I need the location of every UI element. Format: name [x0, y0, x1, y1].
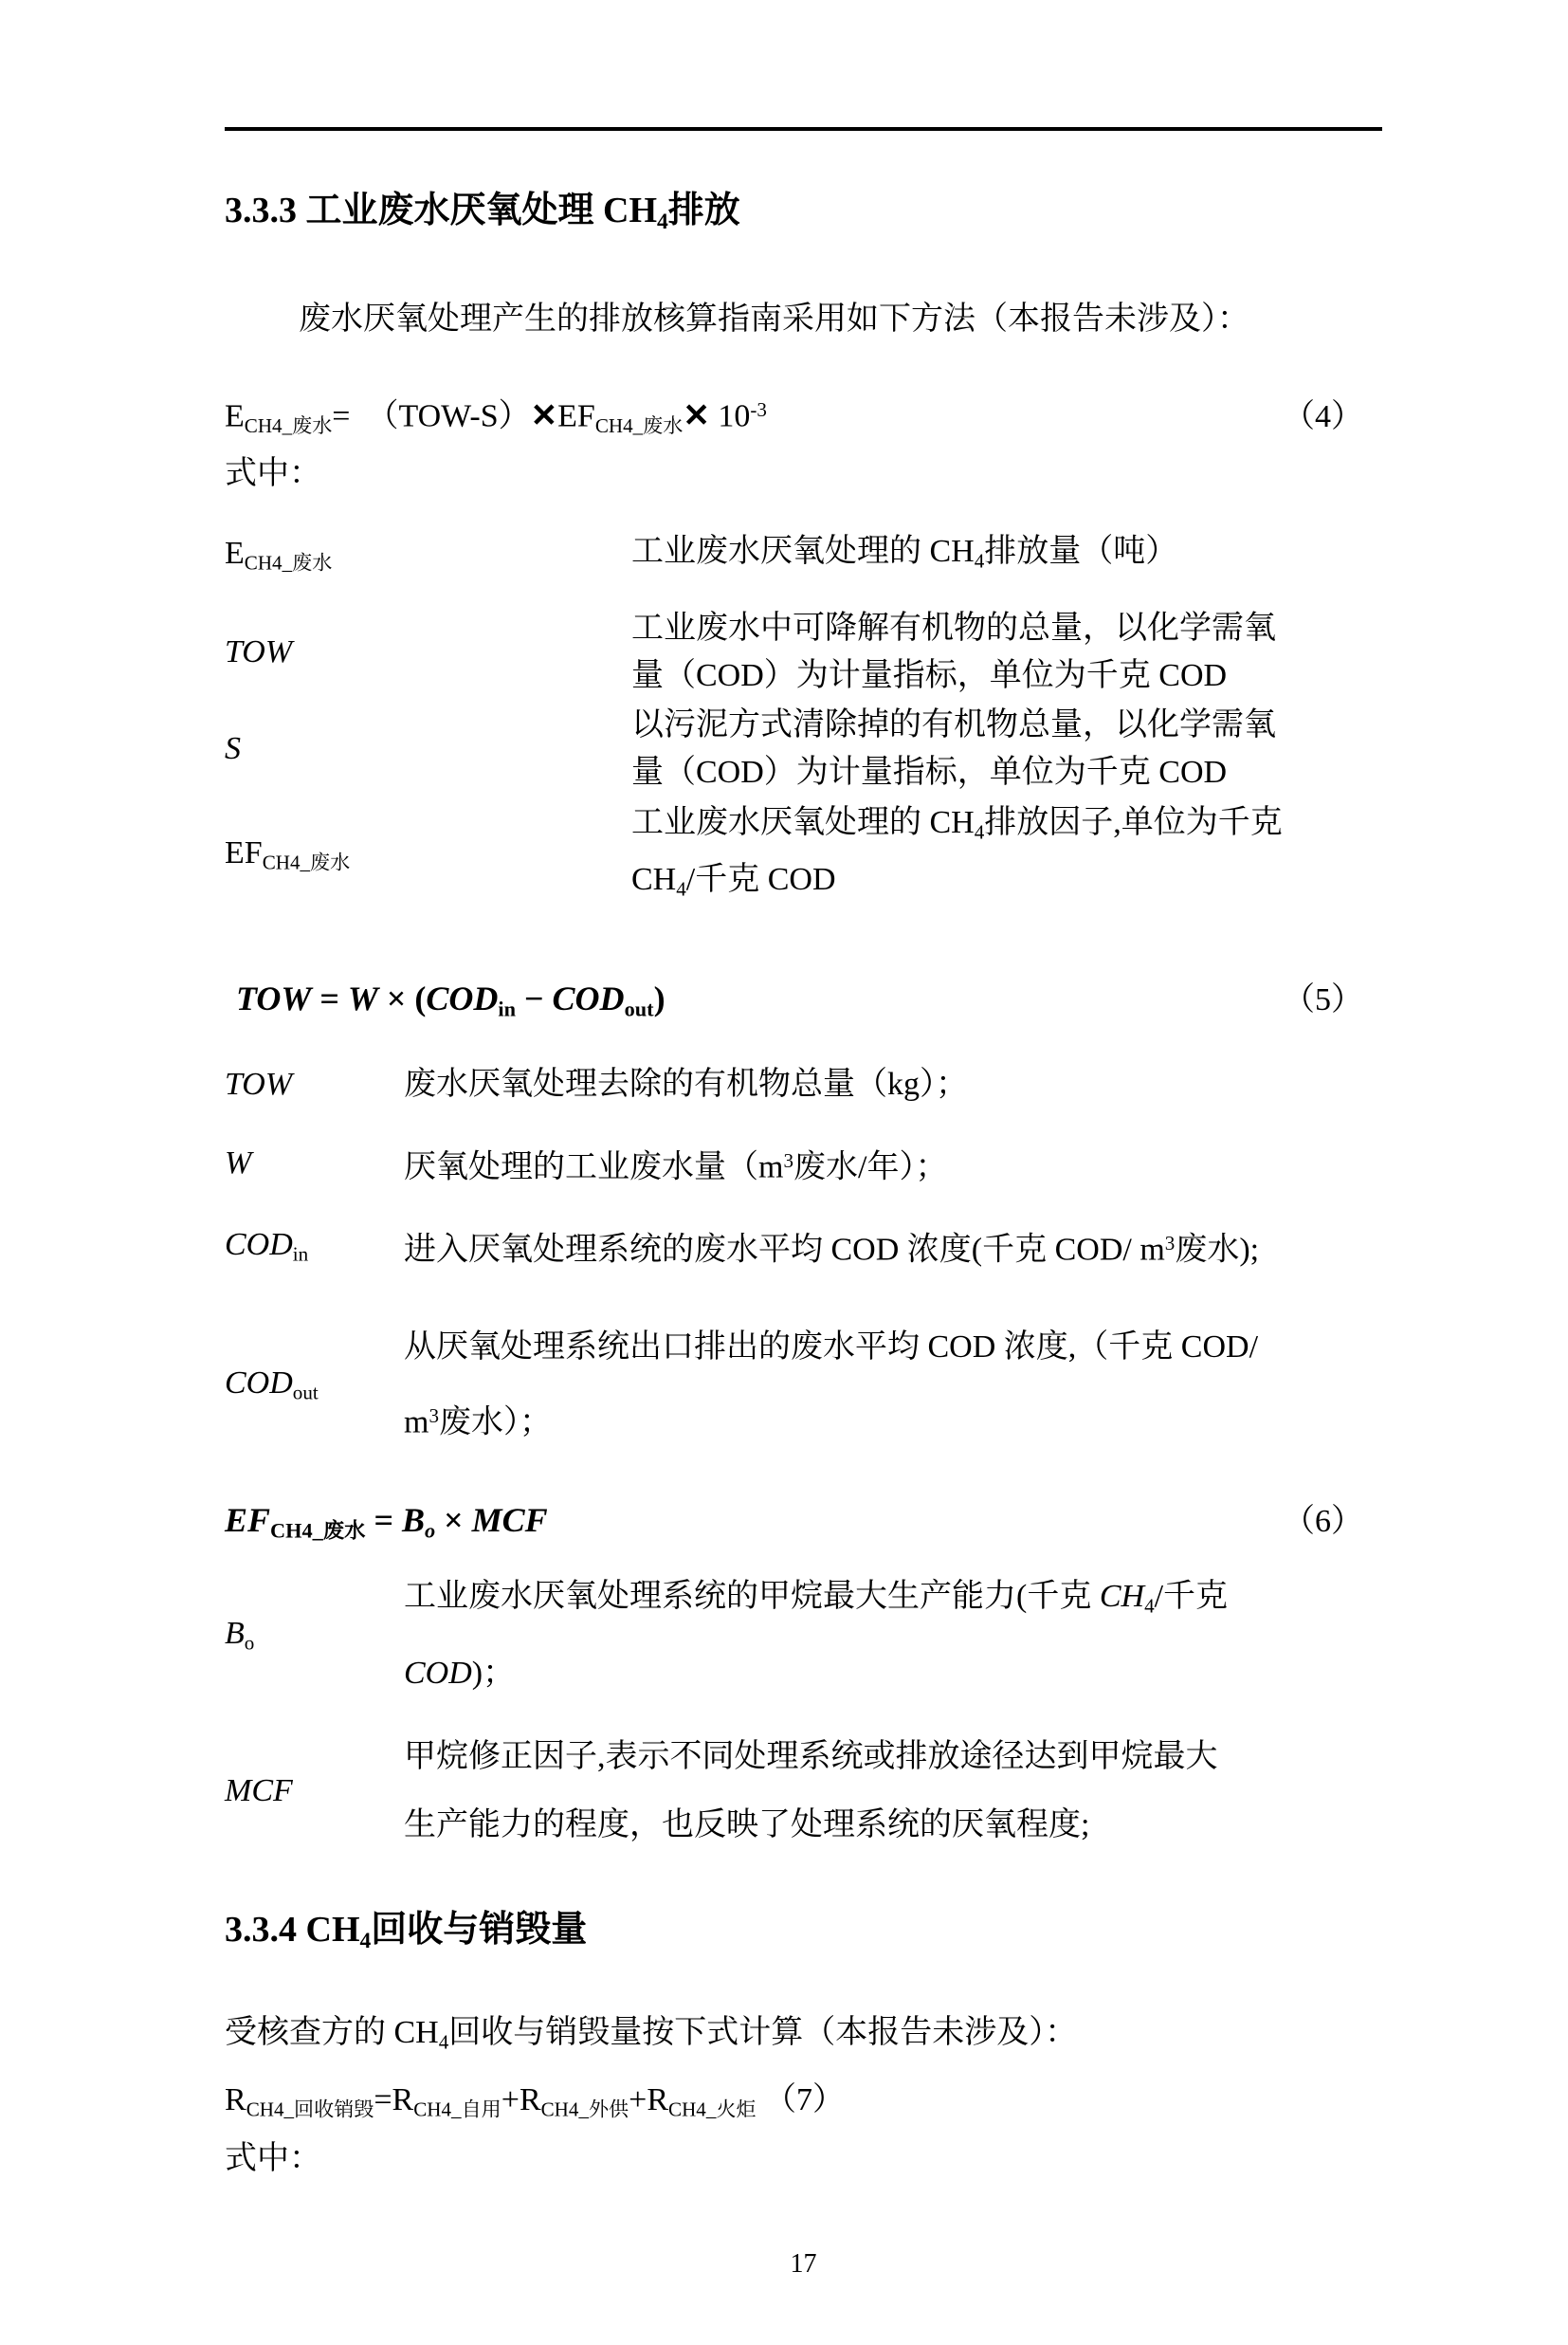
formula-6-row — [225, 1494, 1382, 1553]
formula-5-number: （5） — [1283, 981, 1363, 1017]
term-list-formula-5 — [225, 1051, 1382, 1457]
term-def-line: 工业废水厌氧处理的 CH4排放因子,单位为千克 — [631, 805, 1283, 844]
term-symbol: EFCH4_废水 — [225, 835, 351, 874]
term-symbol: TOW — [225, 1066, 293, 1102]
term-row — [225, 1051, 1382, 1119]
term-definition — [631, 799, 1283, 912]
term-row — [225, 528, 1382, 584]
term-def-line: 工业废水中可降解有机物的总量，以化学需氧 — [631, 611, 1276, 647]
term-def-line: CH4/千克 COD — [631, 861, 836, 900]
term-row — [225, 799, 1382, 912]
formula-4: ECH4_废水= （TOW-S）✕EFCH4_废水✕ $10^{-3}$ — [225, 398, 767, 437]
term-def-line: 生产能力的程度，也反映了处理系统的厌氧程度; — [404, 1807, 1090, 1843]
term-row — [225, 1723, 1382, 1860]
paragraph-recovery-intro: 受核查方的 CH4回收与销毁量按下式计算（本报告未涉及）： — [225, 2015, 1078, 2054]
term-symbol: ECH4_废水 — [225, 536, 333, 575]
term-symbol: W — [225, 1145, 252, 1182]
term-definition — [404, 1051, 968, 1119]
page-number: 17 — [790, 2248, 817, 2279]
term-definition — [631, 605, 1276, 700]
term-def-line: 厌氧处理的工业废水量（$m^3$废水/年）； — [404, 1148, 948, 1185]
term-row — [225, 1313, 1382, 1457]
term-symbol: S — [225, 731, 241, 767]
term-symbol: Bo — [225, 1615, 255, 1655]
section-heading-333: 3.3.3 工业废水厌氧处理 CH4排放 — [225, 191, 740, 235]
where-label: 式中： — [225, 455, 321, 491]
term-def-line: 进入厌氧处理系统的废水平均 COD 浓度(千克 COD/ $m^3$废水); — [404, 1232, 1260, 1268]
term-definition — [404, 1313, 1258, 1457]
term-list-formula-6 — [225, 1563, 1382, 1860]
term-row — [225, 1563, 1382, 1708]
term-symbol: CODin — [225, 1227, 309, 1266]
term-def-line: 工业废水厌氧处理的 CH4排放量（吨） — [631, 533, 1178, 573]
term-definition — [404, 1723, 1218, 1860]
formula-7: RCH4_回收销毁=RCH4_自用+RCH4_外供+RCH4_火炬 （7） — [225, 2081, 846, 2120]
term-def-line: 从厌氧处理系统出口排出的废水平均 COD 浓度,（千克 COD/ — [404, 1328, 1259, 1365]
term-definition — [631, 528, 1177, 584]
term-def-line: 量（COD）为计量指标，单位为千克 COD — [631, 755, 1228, 791]
header-rule — [225, 127, 1382, 131]
term-def-line: 以污泥方式清除掉的有机物总量，以化学需氧 — [631, 707, 1276, 743]
term-def-line: COD)； — [404, 1656, 516, 1692]
formula-5: TOW = W × (CODin − CODout) — [236, 979, 665, 1021]
formula-5-row — [225, 973, 1382, 1032]
term-symbol: MCF — [225, 1773, 293, 1809]
where-label: 式中： — [225, 2140, 321, 2176]
formula-6-number: （6） — [1283, 1504, 1363, 1540]
term-def-line: 甲烷修正因子,表示不同处理系统或排放途径达到甲烷最大 — [404, 1739, 1218, 1775]
term-def-line: $m^3$废水）； — [404, 1403, 552, 1440]
formula-6: EFCH4_废水 = Bo × MCF — [225, 1501, 548, 1543]
term-def-line: 量（COD）为计量指标，单位为千克 COD — [631, 658, 1228, 694]
paragraph-method-intro: 废水厌氧处理产生的排放核算指南采用如下方法（本报告未涉及）： — [299, 302, 1249, 338]
term-row — [225, 1209, 1382, 1285]
section-heading-334: 3.3.4 CH4回收与销毁量 — [225, 1910, 588, 1954]
term-definition — [631, 702, 1276, 797]
term-def-line: 工业废水厌氧处理系统的甲烷最大生产能力(千克 CH4/千克 — [404, 1578, 1229, 1618]
document-page — [0, 127, 1568, 2345]
term-definition — [404, 1127, 947, 1202]
term-definition — [404, 1209, 1259, 1285]
formula-4-number: （4） — [1283, 398, 1363, 434]
term-definition — [404, 1563, 1228, 1708]
term-symbol: CODout — [225, 1365, 319, 1404]
term-row — [225, 702, 1382, 797]
term-symbol: TOW — [225, 634, 293, 670]
term-row — [225, 605, 1382, 700]
formula-7-row — [225, 2078, 1382, 2132]
term-list-formula-4 — [225, 528, 1382, 912]
formula-4-row — [225, 387, 1382, 449]
term-def-line: 废水厌氧处理去除的有机物总量（kg）； — [404, 1066, 968, 1102]
term-row — [225, 1127, 1382, 1202]
